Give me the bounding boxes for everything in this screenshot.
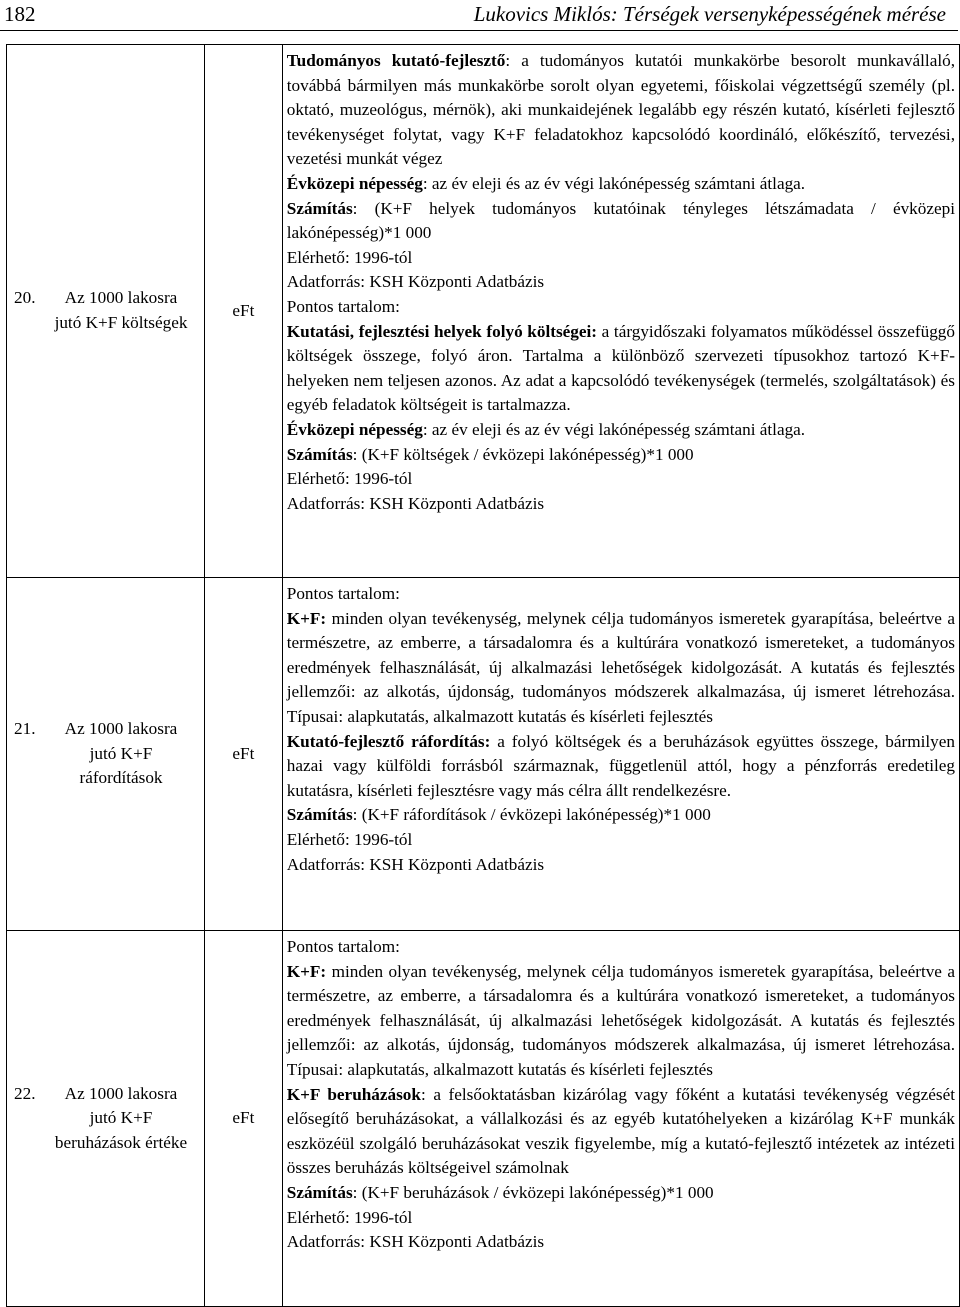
definition-paragraph (287, 607, 955, 730)
calculation-text: : (K+F ráfordítások / évközepi lakónépesség)*1 000 (352, 805, 711, 825)
term: Számítás (286, 198, 353, 218)
availability: Elérhető: 1996-tól (286, 1207, 413, 1227)
indicator-name: Az 1000 lakosra jutó K+F beruházások értéke (54, 1083, 188, 1152)
unit-label: eFt (232, 743, 255, 763)
table-row (7, 45, 960, 578)
unit-label: eFt (232, 300, 255, 320)
term: Számítás (286, 444, 353, 464)
content-label: Pontos tartalom: (286, 937, 400, 956)
definition-text: a folyó költségek és a beruházások együttes összege, bármilyen hazai vagy külföldi forrásból származnak, függetlenül attól, hogy a pénzforrás eredetileg kutatásra, kísérleti fejlesztésre vagy más célra állt rendelkezésre. (286, 731, 955, 800)
term: K+F: (286, 608, 327, 628)
term: Évközepi népesség (286, 173, 423, 193)
description-cell (282, 578, 959, 931)
table-row (7, 578, 960, 931)
definition-text: a tárgyidőszaki folyamatos működéssel összefüggő költségek összege, folyó áron. Tartalma a különböző szervezeti típusokhoz tartozó K+F-helyeken nem teljesen azonos. Az adat a kapcsolódó tevékenységek (termelés, szolgáltatások) és egyéb feladatok költségeit is tartalmazza. (286, 321, 955, 415)
indicator-number: 22. (14, 1083, 36, 1103)
data-source: Adatforrás: KSH Központi Adatbázis (286, 272, 545, 292)
page-number: 182 (4, 2, 36, 26)
data-source: Adatforrás: KSH Központi Adatbázis (286, 854, 545, 874)
page-header (0, 0, 960, 36)
definition-text: : az év eleji és az év végi lakónépesség számtani átlaga. (422, 419, 806, 439)
term: Számítás (286, 805, 353, 825)
calculation-text: : (K+F helyek tudományos kutatóinak tényleges létszámadata / évközepi lakónépesség)*1 000 (286, 198, 955, 243)
previous-row-continuation (287, 49, 955, 295)
running-title: Lukovics Miklós: Térségek versenyképességének mérése (473, 2, 946, 26)
definition-paragraph (287, 49, 955, 172)
calculation-text: : (K+F költségek / évközepi lakónépesség)*1 000 (352, 444, 694, 464)
description-cell (282, 45, 959, 578)
calculation-text: : (K+F beruházások / évközepi lakónépesség)*1 000 (352, 1182, 714, 1202)
term: Számítás (286, 1182, 353, 1202)
calculation (287, 1181, 955, 1206)
unit-label: eFt (232, 1108, 255, 1128)
term: K+F: (286, 961, 327, 981)
definition-text: : a tudományos kutatói munkakörbe besorolt munkavállaló, továbbá bármilyen más munkakörbe sorolt olyan egyetemi, főiskolai végzettségű személy (pl. oktató, muzeológus, mérnök), aki munkaidejének legalább egy részén kutató, kísérleti fejlesztő tevékenységet folytat, vagy K+F feladatokhoz kapcsolódó koordináló, előkészítő, tervezési, vezetési munkát végez (286, 51, 955, 169)
definition-paragraph (287, 320, 955, 418)
content-label: Pontos tartalom: (286, 296, 400, 316)
term: K+F beruházások (286, 1084, 421, 1104)
availability: Elérhető: 1996-tól (286, 469, 413, 489)
description-cell (282, 931, 959, 1307)
indicator-number: 20. (14, 288, 36, 308)
definition-text: minden olyan tevékenység, melynek célja tudományos ismeretek gyarapítása, beleértve a természetre, az emberre, a társadalomra és a kultúrára vonatkozó ismereteket, a tudományos eredmények felhasználását, új alkalmazási lehetőségek kidolgozását. A kutatás és fejlesztés jellemzői: az alkotás, újdonság, tudományos módszerek alkalmazása, új ismeret létrehozása. Típusai: alapkutatás, alkalmazott kutatás és kísérleti fejlesztés (286, 961, 955, 1079)
indicator-description (287, 582, 955, 877)
term: Kutató-fejlesztő ráfordítás: (286, 731, 491, 751)
indicator-name-cell (7, 45, 205, 578)
table-row (7, 931, 960, 1307)
calculation (287, 443, 955, 468)
indicator-description (287, 295, 955, 516)
unit-cell (204, 578, 282, 931)
unit-cell (204, 45, 282, 578)
indicator-table (6, 44, 960, 1307)
calculation (287, 803, 955, 828)
definition-text: minden olyan tevékenység, melynek célja tudományos ismeretek gyarapítása, beleértve a természetre, az emberre, a társadalomra és a kultúrára vonatkozó ismereteket, a tudományos eredmények felhasználását, új alkalmazási lehetőségek kidolgozását. A kutatás és fejlesztés jellemzői: az alkotás, újdonság, tudományos módszerek alkalmazása, új ismeret létrehozása. Típusai: alapkutatás, alkalmazott kutatás és kísérleti fejlesztés (286, 608, 955, 726)
data-source: Adatforrás: KSH Központi Adatbázis (286, 1232, 545, 1252)
term: Évközepi népesség (286, 419, 423, 439)
definition-paragraph (287, 1083, 955, 1181)
definition-text: : a felsőoktatásban kizárólag vagy főként a kutatási tevékenység végzését elősegítő beruházásokat, a vállalkozási és az egyéb kutatóhelyeken a kizárólag K+F munkák eszközéül szolgáló beruházásokat veszik figyelembe, míg a kutató-fejlesztő intézetek az intézeti összes beruházás költségeivel számolnak (286, 1084, 955, 1178)
unit-cell (204, 931, 282, 1307)
indicator-name-cell (7, 931, 205, 1307)
definition-paragraph (287, 418, 955, 443)
availability: Elérhető: 1996-tól (286, 829, 413, 849)
content-label: Pontos tartalom: (286, 584, 400, 603)
indicator-name: Az 1000 lakosra jutó K+F költségek (54, 288, 188, 332)
calculation (287, 197, 955, 246)
indicator-number: 21. (14, 719, 36, 739)
indicator-name: Az 1000 lakosra jutó K+F ráfordítások (64, 719, 178, 788)
term: Tudományos kutató-fejlesztő (286, 51, 506, 70)
definition-paragraph (287, 730, 955, 804)
definition-text: : az év eleji és az év végi lakónépesség számtani átlaga. (422, 173, 806, 193)
indicator-description (287, 935, 955, 1255)
term: Kutatási, fejlesztési helyek folyó költségei: (286, 321, 597, 341)
definition-paragraph (287, 172, 955, 197)
data-source: Adatforrás: KSH Központi Adatbázis (286, 493, 545, 513)
definition-paragraph (287, 960, 955, 1083)
indicator-name-cell (7, 578, 205, 931)
header-rule (0, 30, 958, 31)
availability: Elérhető: 1996-tól (286, 247, 413, 267)
